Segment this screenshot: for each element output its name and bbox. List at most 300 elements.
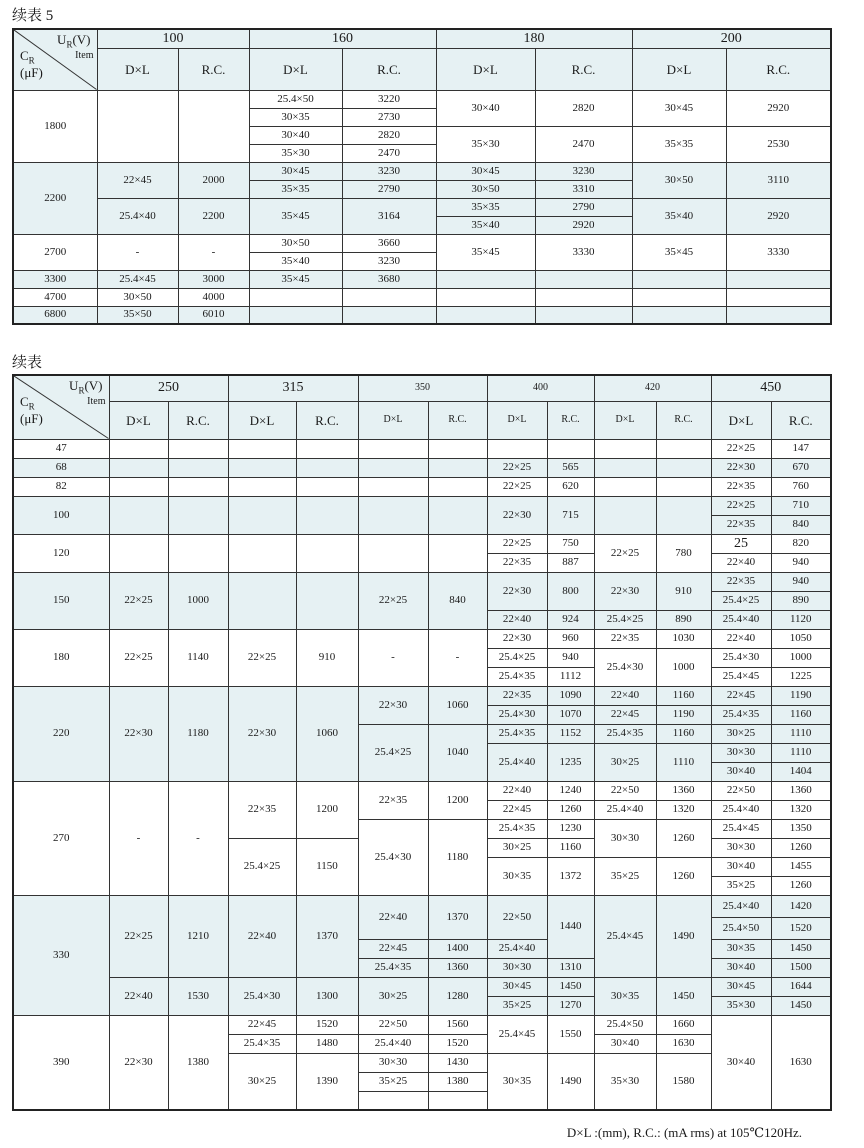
empty-cell	[168, 458, 228, 477]
ripple-current-cell: 1455	[771, 857, 831, 876]
dimension-cell: 25.4×45	[711, 819, 771, 838]
ripple-current-cell: 1370	[296, 895, 358, 977]
rc-header: R.C.	[342, 48, 436, 90]
ripple-current-cell: 1320	[656, 800, 711, 819]
dimension-cell: 22×25	[711, 439, 771, 458]
ripple-current-cell: 1350	[771, 819, 831, 838]
dimension-cell: 25.4×25	[711, 591, 771, 610]
ripple-current-cell: 1225	[771, 667, 831, 686]
voltage-header: 200	[632, 29, 831, 48]
dimension-cell: 22×40	[711, 629, 771, 648]
dimension-cell: 30×45	[249, 162, 342, 180]
table-row	[13, 48, 831, 90]
dimension-cell: 22×30	[487, 572, 547, 610]
rc-header: R.C.	[535, 48, 632, 90]
ripple-current-cell: 1200	[296, 781, 358, 838]
table-row	[13, 29, 831, 48]
dimension-cell: 25.4×40	[711, 610, 771, 629]
ripple-current-cell: 1150	[296, 838, 358, 895]
capacitance-cell: 120	[13, 534, 109, 572]
ripple-current-cell: 1270	[547, 996, 594, 1015]
empty-cell	[358, 496, 428, 534]
ripple-current-cell: 1520	[771, 917, 831, 939]
ripple-current-cell: 1190	[656, 705, 711, 724]
dimension-cell: 25.4×25	[594, 610, 656, 629]
ripple-current-cell: 1120	[771, 610, 831, 629]
ripple-current-cell: 1380	[428, 1072, 487, 1091]
table-row	[13, 162, 831, 180]
dimension-cell: 22×25	[109, 629, 168, 686]
empty-cell	[168, 534, 228, 572]
dimension-cell: 22×35	[594, 629, 656, 648]
voltage-header: 180	[436, 29, 632, 48]
ripple-current-cell: 2820	[535, 90, 632, 126]
voltage-header: 350	[358, 375, 487, 401]
ripple-current-cell: 1660	[656, 1015, 711, 1034]
ripple-current-cell: -	[428, 629, 487, 686]
dimension-cell: 22×45	[711, 686, 771, 705]
dimension-cell: 22×30	[487, 496, 547, 534]
table-cell: R.C.	[296, 401, 358, 439]
capacitance-cell: 180	[13, 629, 109, 686]
dimension-cell: 30×45	[632, 90, 726, 126]
empty-cell	[656, 477, 711, 496]
table-row	[13, 686, 831, 705]
dimension-cell: 35×30	[436, 126, 535, 162]
ripple-current-cell: 710	[771, 496, 831, 515]
table-2-title: 续表	[12, 355, 43, 371]
table-cell: 6010	[178, 306, 249, 324]
dimension-cell: 35×35	[436, 198, 535, 216]
capacitance-cell: 330	[13, 895, 109, 1015]
dimension-cell: 22×40	[487, 781, 547, 800]
dimension-cell: 30×40	[711, 1015, 771, 1110]
empty-cell	[342, 288, 436, 306]
dimension-cell: 25.4×35	[487, 667, 547, 686]
ripple-current-cell: 2820	[342, 126, 436, 144]
ripple-current-cell: 1440	[547, 895, 594, 958]
ripple-current-cell: 780	[656, 534, 711, 572]
empty-cell	[594, 458, 656, 477]
dimension-cell: 25.4×50	[711, 917, 771, 939]
dimension-cell: 30×30	[358, 1053, 428, 1072]
dimension-cell: 30×50	[632, 162, 726, 198]
dimension-cell: 22×30	[228, 686, 296, 781]
dimension-cell: 25.4×40	[487, 743, 547, 781]
ripple-current-cell: 3310	[535, 180, 632, 198]
table-cell: D×L	[594, 401, 656, 439]
ripple-current-cell: 840	[428, 572, 487, 629]
ripple-current-cell: 2790	[535, 198, 632, 216]
capacitance-cell: 3300	[13, 270, 97, 288]
ripple-current-cell: 1310	[547, 958, 594, 977]
table-cell: D×L	[487, 401, 547, 439]
dimension-cell: 25.4×30	[358, 819, 428, 895]
empty-cell	[228, 572, 296, 629]
dimension-cell: 22×25	[711, 496, 771, 515]
dimension-cell: 22×40	[358, 895, 428, 939]
empty-cell	[296, 439, 358, 458]
dimension-cell: 25.4×50	[249, 90, 342, 108]
dimension-cell: 30×30	[487, 958, 547, 977]
dimension-cell: 25.4×45	[487, 1015, 547, 1053]
dimension-cell: 22×25	[487, 477, 547, 496]
ripple-current-cell: 1500	[771, 958, 831, 977]
table-cell: -	[178, 234, 249, 270]
empty-cell	[228, 458, 296, 477]
ripple-current-cell: 1450	[656, 977, 711, 1015]
dimension-cell: 30×25	[487, 838, 547, 857]
empty-cell	[358, 439, 428, 458]
capacitance-cell: 100	[13, 496, 109, 534]
empty-cell	[168, 439, 228, 458]
dimension-cell: 25.4×35	[228, 1034, 296, 1053]
dimension-cell: 22×30	[487, 629, 547, 648]
ripple-current-cell: 1260	[771, 838, 831, 857]
ripple-current-cell: 715	[547, 496, 594, 534]
dimension-cell: 22×30	[109, 1015, 168, 1110]
dimension-cell: 25.4×40	[487, 939, 547, 958]
dimension-cell: -	[358, 629, 428, 686]
voltage-header: 420	[594, 375, 711, 401]
dimension-cell: 22×30	[711, 458, 771, 477]
table-cell: 22×45	[97, 162, 178, 198]
empty-cell	[228, 439, 296, 458]
table-row	[13, 234, 831, 252]
dimension-cell: 30×45	[487, 977, 547, 996]
voltage-header: 400	[487, 375, 594, 401]
capacitance-cell: 2200	[13, 162, 97, 234]
empty-cell	[428, 534, 487, 572]
ripple-current-cell: -	[168, 781, 228, 895]
ripple-current-cell: 1230	[547, 819, 594, 838]
ripple-current-cell: 1110	[771, 724, 831, 743]
empty-cell	[428, 496, 487, 534]
table-cell: 25.4×40	[97, 198, 178, 234]
ripple-current-cell: 2730	[342, 108, 436, 126]
ripple-current-cell: 1260	[771, 876, 831, 895]
empty-cell	[296, 477, 358, 496]
voltage-header: 450	[711, 375, 831, 401]
empty-cell	[428, 439, 487, 458]
dimension-cell: 25.4×35	[487, 819, 547, 838]
dimension-cell: 25.4×35	[594, 724, 656, 743]
ripple-current-cell: 1450	[771, 939, 831, 958]
capacitance-cell: 6800	[13, 306, 97, 324]
ripple-current-cell: 3230	[342, 252, 436, 270]
table-row	[13, 439, 831, 458]
dimension-cell: 25.4×30	[711, 648, 771, 667]
dimension-cell: 25.4×40	[711, 800, 771, 819]
dimension-cell: 22×25	[109, 572, 168, 629]
table-cell: R.C.	[656, 401, 711, 439]
dimension-cell: 35×40	[436, 216, 535, 234]
dimension-cell: 25.4×35	[487, 724, 547, 743]
dimension-cell: 30×40	[436, 90, 535, 126]
dimension-cell: 22×45	[358, 939, 428, 958]
empty-cell	[97, 90, 178, 162]
ripple-current-cell: 750	[547, 534, 594, 553]
table-row	[13, 895, 831, 917]
capacitance-cell: 390	[13, 1015, 109, 1110]
dimension-cell: 22×50	[711, 781, 771, 800]
ripple-current-cell: 1152	[547, 724, 594, 743]
ripple-current-cell: 2920	[535, 216, 632, 234]
table-row	[13, 288, 831, 306]
dimension-cell: 35×35	[249, 180, 342, 198]
ripple-current-cell: 3680	[342, 270, 436, 288]
ripple-current-cell: 1560	[428, 1015, 487, 1034]
table-cell: R.C.	[168, 401, 228, 439]
ripple-current-cell: 1372	[547, 857, 594, 895]
table-row	[13, 90, 831, 108]
dimension-cell: 30×35	[594, 977, 656, 1015]
table-cell: -	[97, 234, 178, 270]
dl-header: D×L	[97, 48, 178, 90]
ripple-current-cell: 1060	[428, 686, 487, 724]
dimension-cell: 22×40	[228, 895, 296, 977]
ripple-current-cell: 1070	[547, 705, 594, 724]
ripple-current-cell: 800	[547, 572, 594, 610]
capacitance-cell: 270	[13, 781, 109, 895]
voltage-header: 160	[249, 29, 436, 48]
ripple-current-cell: 1490	[547, 1053, 594, 1110]
dimension-cell: 25.4×30	[594, 648, 656, 686]
empty-cell	[358, 1091, 428, 1110]
empty-cell	[428, 1091, 487, 1110]
dimension-cell: 30×50	[436, 180, 535, 198]
dimension-cell: 25.4×45	[594, 895, 656, 977]
dimension-cell: 22×40	[711, 553, 771, 572]
ripple-current-cell: 1490	[656, 895, 711, 977]
dimension-cell: 30×30	[594, 819, 656, 857]
ripple-current-cell: 1140	[168, 629, 228, 686]
dimension-cell: -	[109, 781, 168, 895]
ripple-current-cell: 1112	[547, 667, 594, 686]
capacitance-cell: 2700	[13, 234, 97, 270]
dimension-cell: 25.4×35	[358, 958, 428, 977]
dimension-cell: 22×50	[594, 781, 656, 800]
ripple-current-cell: 1110	[656, 743, 711, 781]
dimension-cell: 22×35	[228, 781, 296, 838]
ripple-current-cell: 1190	[771, 686, 831, 705]
ripple-current-cell: 1210	[168, 895, 228, 977]
ripple-current-cell: 1360	[771, 781, 831, 800]
ripple-current-cell: 1200	[428, 781, 487, 819]
dimension-cell: 30×30	[711, 838, 771, 857]
dimension-cell: 22×25	[487, 534, 547, 553]
empty-cell	[109, 477, 168, 496]
empty-cell	[109, 458, 168, 477]
table-cell: D×L	[109, 401, 168, 439]
table-row	[13, 534, 831, 553]
table-cell: 35×50	[97, 306, 178, 324]
dimension-cell: 25.4×50	[594, 1015, 656, 1034]
ripple-current-cell: 1000	[168, 572, 228, 629]
table-row	[13, 781, 831, 800]
ripple-current-cell: 3230	[535, 162, 632, 180]
empty-cell	[535, 270, 632, 288]
ripple-current-cell: 3110	[726, 162, 831, 198]
capacitance-cell: 4700	[13, 288, 97, 306]
empty-cell	[726, 288, 831, 306]
capacitance-cell: 150	[13, 572, 109, 629]
dimension-cell: 25	[711, 534, 771, 553]
table-cell: 3000	[178, 270, 249, 288]
dimension-cell: 30×30	[711, 743, 771, 762]
ripple-current-cell: 1040	[428, 724, 487, 781]
ripple-current-cell: 1235	[547, 743, 594, 781]
dimension-cell: 30×40	[249, 126, 342, 144]
empty-cell	[178, 90, 249, 162]
dimension-cell: 35×45	[249, 270, 342, 288]
empty-cell	[358, 477, 428, 496]
table-cell: 25.4×45	[97, 270, 178, 288]
empty-cell	[109, 534, 168, 572]
table-cell: D×L	[358, 401, 428, 439]
dimension-cell: 22×35	[487, 686, 547, 705]
dimension-cell: 22×35	[711, 572, 771, 591]
empty-cell	[487, 439, 547, 458]
dimension-cell: 30×25	[358, 977, 428, 1015]
table-1-title: 续表 5	[12, 8, 54, 24]
empty-cell	[296, 458, 358, 477]
dimension-cell: 30×35	[249, 108, 342, 126]
table-row	[13, 496, 831, 515]
ripple-current-cell: 3330	[535, 234, 632, 270]
table-row	[13, 572, 831, 591]
empty-cell	[296, 496, 358, 534]
dimension-cell: 35×30	[249, 144, 342, 162]
ripple-current-cell: 1260	[656, 857, 711, 895]
table-cell: R.C.	[428, 401, 487, 439]
dimension-cell: 35×45	[436, 234, 535, 270]
table-row	[13, 375, 831, 401]
voltage-header: 100	[97, 29, 249, 48]
capacitance-cell: 68	[13, 458, 109, 477]
rc-header: R.C.	[726, 48, 831, 90]
capacitance-cell: 82	[13, 477, 109, 496]
dimension-cell: 30×35	[711, 939, 771, 958]
spec-table-2	[12, 374, 832, 1111]
table-cell: 2000	[178, 162, 249, 198]
ripple-current-cell: 760	[771, 477, 831, 496]
ripple-current-cell: 1160	[547, 838, 594, 857]
dimension-cell: 22×35	[358, 781, 428, 819]
ripple-current-cell: 1320	[771, 800, 831, 819]
empty-cell	[296, 572, 358, 629]
ripple-current-cell: 890	[656, 610, 711, 629]
ripple-current-cell: 1050	[771, 629, 831, 648]
ripple-current-cell: 1300	[296, 977, 358, 1015]
empty-cell	[726, 270, 831, 288]
capacitance-cell: 47	[13, 439, 109, 458]
ripple-current-cell: 1630	[771, 1015, 831, 1110]
capacitance-cell: 1800	[13, 90, 97, 162]
table-row	[13, 198, 831, 216]
ripple-current-cell: 1090	[547, 686, 594, 705]
dimension-cell: 22×40	[109, 977, 168, 1015]
empty-cell	[594, 439, 656, 458]
ripple-current-cell: 147	[771, 439, 831, 458]
dimension-cell: 25.4×45	[711, 667, 771, 686]
empty-cell	[547, 439, 594, 458]
ripple-current-cell: 1380	[168, 1015, 228, 1110]
dimension-cell: 35×30	[711, 996, 771, 1015]
empty-cell	[249, 288, 342, 306]
dimension-cell: 22×25	[487, 458, 547, 477]
dimension-cell: 35×25	[487, 996, 547, 1015]
table-cell: R.C.	[547, 401, 594, 439]
empty-cell	[428, 477, 487, 496]
ripple-current-cell: 1404	[771, 762, 831, 781]
ripple-current-cell: 1030	[656, 629, 711, 648]
empty-cell	[632, 270, 726, 288]
ripple-current-cell: 2530	[726, 126, 831, 162]
dimension-cell: 22×45	[228, 1015, 296, 1034]
dimension-cell: 30×40	[711, 857, 771, 876]
table-cell: D×L	[711, 401, 771, 439]
empty-cell	[436, 288, 535, 306]
ripple-current-cell: 670	[771, 458, 831, 477]
ripple-current-cell: 1160	[771, 705, 831, 724]
dimension-cell: 22×25	[228, 629, 296, 686]
dimension-cell: 25.4×40	[711, 895, 771, 917]
dimension-cell: 30×35	[487, 1053, 547, 1110]
ripple-current-cell: 2920	[726, 198, 831, 234]
ripple-current-cell: 1530	[168, 977, 228, 1015]
ripple-current-cell: 960	[547, 629, 594, 648]
table-row	[13, 306, 831, 324]
ripple-current-cell: 1430	[428, 1053, 487, 1072]
ripple-current-cell: 2790	[342, 180, 436, 198]
ripple-current-cell: 3330	[726, 234, 831, 270]
ripple-current-cell: 3164	[342, 198, 436, 234]
table-cell: 30×50	[97, 288, 178, 306]
dimension-cell: 22×40	[594, 686, 656, 705]
ripple-current-cell: 1370	[428, 895, 487, 939]
dimension-cell: 30×50	[249, 234, 342, 252]
table-row	[13, 401, 831, 439]
empty-cell	[358, 534, 428, 572]
dl-header: D×L	[249, 48, 342, 90]
dimension-cell: 22×35	[711, 515, 771, 534]
dimension-cell: 22×25	[358, 572, 428, 629]
table-corner-header: $U_R(V)$ Item $C_R$ (μF)	[13, 375, 109, 439]
ripple-current-cell: 620	[547, 477, 594, 496]
dimension-cell: 30×45	[711, 977, 771, 996]
ripple-current-cell: 1630	[656, 1034, 711, 1053]
ripple-current-cell: 1180	[428, 819, 487, 895]
empty-cell	[632, 306, 726, 324]
ripple-current-cell: 2470	[535, 126, 632, 162]
spec-table-1	[12, 28, 832, 325]
ripple-current-cell: 1550	[547, 1015, 594, 1053]
ripple-current-cell: 924	[547, 610, 594, 629]
ripple-current-cell: 1580	[656, 1053, 711, 1110]
capacitance-cell: 220	[13, 686, 109, 781]
empty-cell	[228, 477, 296, 496]
ripple-current-cell: 1110	[771, 743, 831, 762]
ripple-current-cell: 1180	[168, 686, 228, 781]
dimension-cell: 35×35	[632, 126, 726, 162]
ripple-current-cell: 3220	[342, 90, 436, 108]
dimension-cell: 22×50	[487, 895, 547, 939]
dimension-cell: 22×30	[594, 572, 656, 610]
ripple-current-cell: 1480	[296, 1034, 358, 1053]
table-row	[13, 270, 831, 288]
empty-cell	[109, 439, 168, 458]
